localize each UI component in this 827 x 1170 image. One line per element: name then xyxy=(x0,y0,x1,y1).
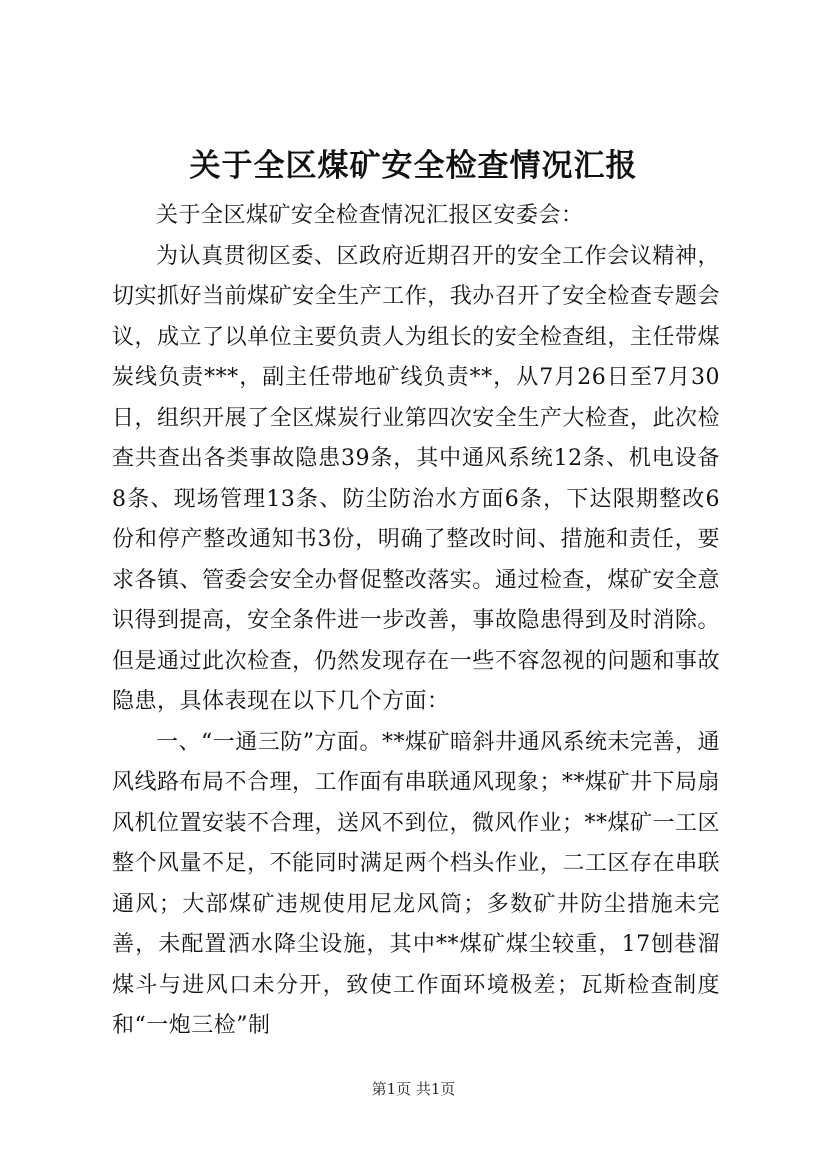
document-body xyxy=(112,196,720,1047)
document-title: 关于全区煤矿安全检查情况汇报 xyxy=(189,148,638,184)
intro-paragraph: 为认真贯彻区委、区政府近期召开的安全工作会议精神，切实抓好当前煤矿安全生产工作，我办召开了安全检查专题会议，成立了以单位主要负责人为组长的安全检查组，主任带煤炭线负责***，副主任带地矿线负责**，从7月26日至7月30日，组织开展了全区煤炭行业第四次安全生产大检查，此次检查共查出各类事故隐患39条，其中通风系统12条、机电设备8条、现场管理13条、防尘防治水方面6条，下达限期整改6份和停产整改通知书3份，明确了整改时间、措施和责任，要求各镇、管委会安全办督促整改落实。通过检查，煤矿安全意识得到提高，安全条件进一步改善，事故隐患得到及时消除。但是通过此次检查，仍然发现存在一些不容忽视的问题和事故隐患，具体表现在以下几个方面： xyxy=(112,243,720,714)
salutation-paragraph: 关于全区煤矿安全检查情况汇报区安委会： xyxy=(156,203,584,228)
section-one-paragraph: 一、“一通三防”方面。**煤矿暗斜井通风系统未完善，通风线路布局不合理，工作面有串联通风现象；**煤矿井下局扇风机位置安装不合理，送风不到位，微风作业；**煤矿一工区整个风量不足，不能同时满足两个档头作业，二工区存在串联通风；大部煤矿违规使用尼龙风筒；多数矿井防尘措施未完善，未配置洒水降尘设施，其中**煤矿煤尘较重，17刨巷溜煤斗与进风口未分开，致使工作面环境极差；瓦斯检查制度和“一炮三检”制 xyxy=(112,729,721,1038)
page-footer: 第1页 共1页 xyxy=(371,1080,456,1098)
